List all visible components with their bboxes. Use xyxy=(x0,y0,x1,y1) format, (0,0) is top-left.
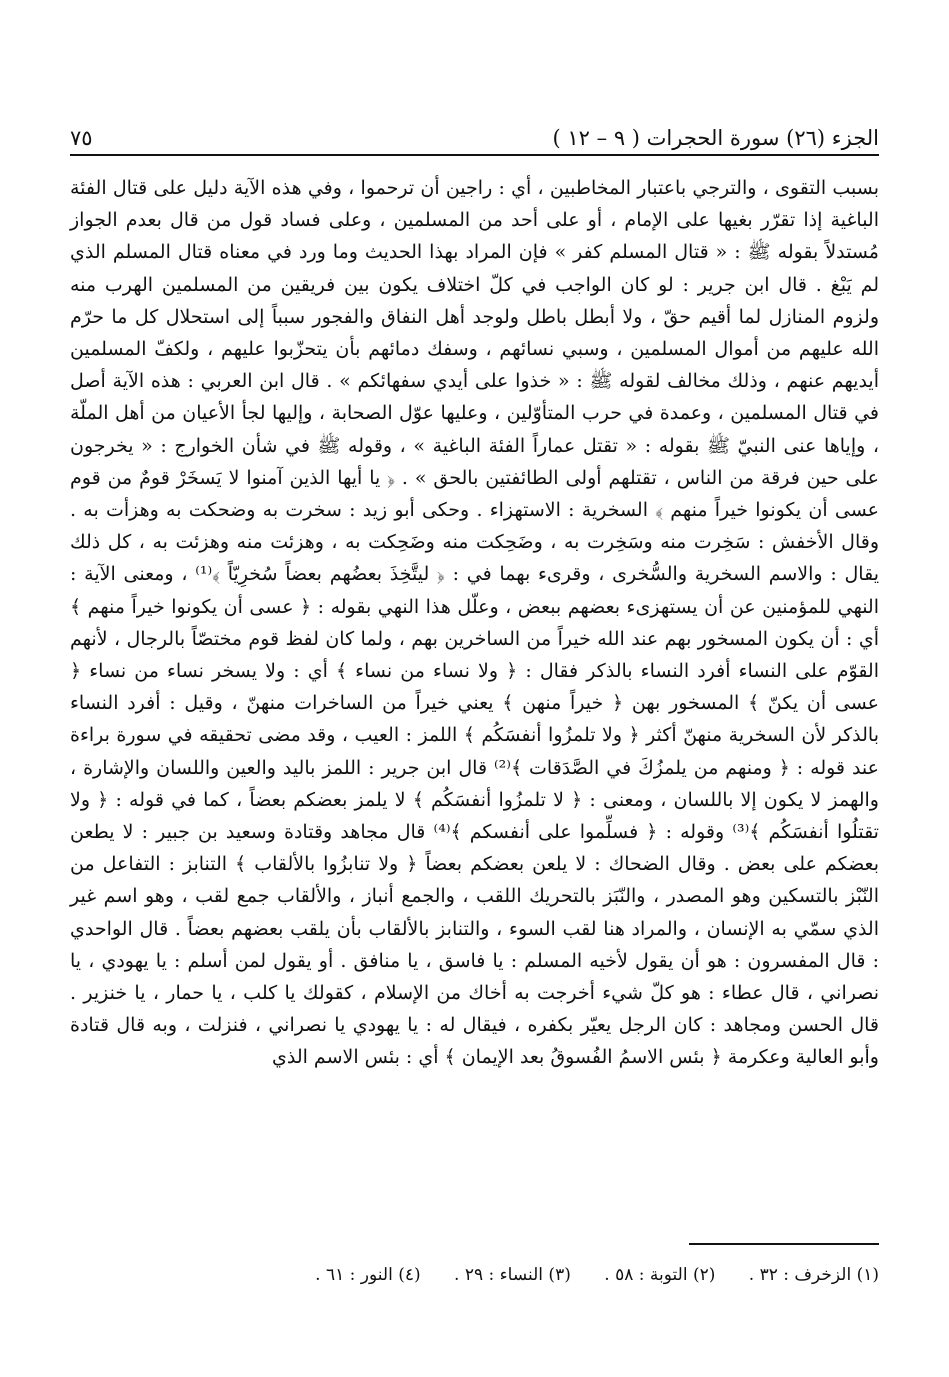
page-number: ٧٥ xyxy=(70,126,93,150)
footnotes xyxy=(70,1262,879,1288)
running-title: الجزء (٢٦) سورة الحجرات ( ٩ – ١٢ ) xyxy=(552,126,879,150)
footnote-2: (٢) التوبة : ٥٨ . xyxy=(604,1265,716,1285)
footnote-1: (١) الزخرف : ٣٢ . xyxy=(748,1265,879,1285)
body-paragraph: بسبب التقوى ، والترجي باعتبار المخاطبين ، أي : راجين أن ترحموا ، وفي هذه الآية دليل على قتال الفئة الباغية إذا تقرّر بغيها على الإمام ، أو على أحد من المسلمين ، وعلى فساد قول من قال بعدم الجواز مُستدلاً بقوله ﷺ : « قتال المسلم كفر » فإن المراد بهذا الحديث وما ورد في معناه قتال المسلم الذي لم يَبْغ . قال ابن جرير : لو كان الواجب في كلّ اختلاف يكون بين فريقين من المسلمين الهرب منه ولزوم المنازل لما أقيم حقّ ، ولا أبطل باطل ولوجد أهل النفاق والفجور سبباً إلى استحلال كل ما حرّم الله عليهم من أموال المسلمين ، وسبي نسائهم ، وسفك دمائهم بأن يتحزّبوا عليهم ، ولكفّ المسلمين أيديهم عنهم ، وذلك مخالف لقوله ﷺ : « خذوا على أيدي سفهائكم » . قال ابن العربي : هذه الآية أصل في قتال المسلمين ، وعمدة في حرب المتأوّلين ، وعليها عوّل الصحابة ، وإليها لجأ الأعيان من أهل الملّة ، وإياها عنى النبيّ ﷺ بقوله : « تقتل عماراً الفئة الباغية » ، وقوله ﷺ في شأن الخوارج : « يخرجون على حين فرقة من الناس ، تقتلهم أولى الطائفتين بالحق » . ﴿ يا أيها الذين آمنوا لا يَسخَرْ قومٌ من قوم عسى أن يكونوا خيراً منهم ﴾ السخرية : الاستهزاء . وحكى أبو زيد : سخرت به وضحكت به وهزأت به . وقال الأخفش : سَخِرت منه وسَخِرت به ، وضَحِكت منه وضَحِكت به ، وهزئت منه وهزئت به ، كل ذلك يقال : والاسم السخرية والسُّخرى ، وقرىء بهما في : ﴿ ليتَّخِذَ بعضُهم بعضاً سُخرِيّاً ﴾⁽¹⁾ ، ومعنى الآية : النهي للمؤمنين عن أن يستهزىء بعضهم ببعض ، وعلّل هذا النهي بقوله : ﴿ عسى أن يكونوا خيراً منهم ﴾ أي : أن يكون المسخور بهم عند الله خيراً من الساخرين بهم ، ولما كان لفظ قوم مختصّاً بالرجال ، لأنهم القوّم على النساء أفرد النساء بالذكر فقال : ﴿ ولا نساء من نساء ﴾ أي : ولا يسخر نساء من نساء ﴿ عسى أن يكنّ ﴾ المسخور بهن ﴿ خيراً منهن ﴾ يعني خيراً من الساخرات منهنّ ، وقيل : أفرد النساء بالذكر لأن السخرية منهنّ أكثر ﴿ ولا تلمزُوا أنفسَكُم ﴾ اللمز : العيب ، وقد مضى تحقيقه في سورة براءة عند قوله : ﴿ ومنهم من يلمزُكَ في الصَّدَقات ﴾⁽²⁾ قال ابن جرير : اللمز باليد والعين واللسان والإشارة ، والهمز لا يكون إلا باللسان ، ومعنى : ﴿ لا تلمزُوا أنفسَكُم ﴾ لا يلمز بعضكم بعضاً ، كما في قوله : ﴿ ولا تقتلُوا أنفسَكُم ﴾⁽³⁾ وقوله : ﴿ فسلِّموا على أنفسكم ﴾⁽⁴⁾ قال مجاهد وقتادة وسعيد بن جبير : لا يطعن بعضكم على بعض . وقال الضحاك : لا يلعن بعضكم بعضاً ﴿ ولا تنابزُوا بالألقاب ﴾ التنابز : التفاعل من النّبْز بالتسكين وهو المصدر ، والنّبَز بالتحريك اللقب ، والجمع أنباز ، والألقاب جمع لقب ، وهو اسم غير الذي سمّي به الإنسان ، والمراد هنا لقب السوء ، والتنابز بالألقاب بأن يلقب بعضهم بعضاً . قال الواحدي : قال المفسرون : هو أن يقول لأخيه المسلم : يا فاسق ، يا منافق . أو يقول لمن أسلم : يا يهودي ، يا نصراني ، قال عطاء : هو كلّ شيء أخرجت به أخاك من الإسلام ، كقولك يا كلب ، يا حمار ، يا خنزير . قال الحسن ومجاهد : كان الرجل يعيّر بكفره ، فيقال له : يا يهودي يا نصراني ، فنزلت ، وبه قال قتادة وأبو العالية وعكرمة ﴿ بئس الاسمُ الفُسوقُ بعد الإيمان ﴾ أي : بئس الاسم الذي xyxy=(70,177,880,1069)
footnote-3: (٣) النساء : ٢٩ . xyxy=(454,1265,571,1285)
body-text xyxy=(70,172,879,1074)
footnote-4: (٤) النور : ٦١ . xyxy=(315,1265,421,1285)
page-header xyxy=(70,110,879,156)
footnote-divider xyxy=(689,1243,879,1245)
